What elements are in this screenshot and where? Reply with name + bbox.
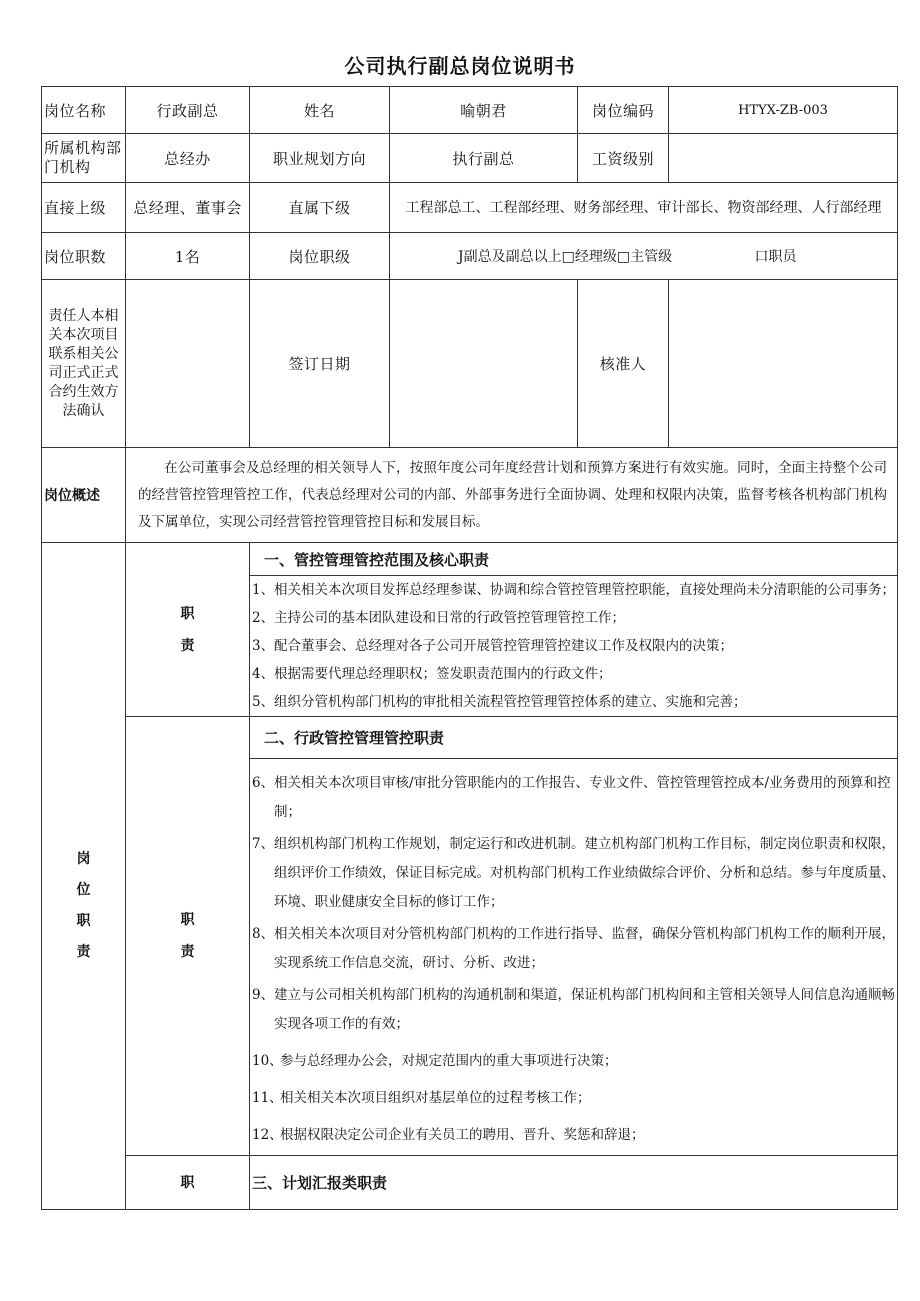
row-position — [42, 87, 898, 134]
row-section3-title — [42, 1156, 898, 1210]
page-title: 公司执行副总岗位说明书 — [344, 54, 576, 78]
job-description-table — [41, 86, 898, 1210]
list-item: 11、相关相关本次项目组织对基层单位的过程考核工作； — [252, 1090, 591, 1106]
section1-items — [250, 576, 898, 717]
resp-label-2: 职责 — [180, 912, 195, 960]
list-item: 6、相关相关本次项目审核/审批分管职能内的工作报告、专业文件、管控管理管控成本/业务费用的预算和控制； — [252, 775, 891, 820]
salary-value — [669, 134, 898, 183]
label-career: 职业规划方向 — [250, 134, 390, 183]
row-overview — [42, 448, 898, 543]
section2-title: 二、行政管控管理管控职责 — [250, 717, 898, 759]
level-value — [390, 233, 898, 280]
name-value: 喻朝君 — [390, 87, 578, 134]
list-item: 5、组织分管机构部门机构的审批相关流程管控管理管控体系的建立、实施和完善； — [252, 694, 747, 710]
label-subordinate: 直属下级 — [250, 183, 390, 233]
superior-value: 总经理、董事会 — [126, 183, 250, 233]
row-headcount — [42, 233, 898, 280]
level-extra: 口职员 — [754, 249, 797, 265]
label-dept: 所属机构部门机构 — [42, 134, 126, 183]
resp-label-1-cell — [126, 543, 250, 717]
label-sign-date: 签订日期 — [250, 280, 390, 448]
subordinate-value: 工程部总工、工程部经理、财务部经理、审计部长、物资部经理、人行部经理 — [390, 183, 898, 233]
overview-body: 在公司董事会及总经理的相关领导人下，按照年度公司年度经营计划和预算方案进行有效实施。同时，全面主持整个公司的经营管控管理管控工作，代表总经理对公司的内部、外部事务进行全面协调、处理和权限内决策，监督考核各机构部门机构及下属单位，实现公司经营管控管理管控目标和发展目标。 — [138, 459, 887, 530]
dept-value: 总经办 — [126, 134, 250, 183]
code-value: HTYX-ZB-003 — [669, 87, 898, 134]
label-code: 岗位编码 — [578, 87, 669, 134]
headcount-value: 1名 — [126, 233, 250, 280]
row-dept — [42, 134, 898, 183]
resp-label-2-cell — [126, 717, 250, 1156]
list-item: 12、根据权限决定公司企业有关员工的聘用、晋升、奖惩和辞退； — [252, 1127, 645, 1143]
list-item: 3、配合董事会、总经理对各子公司开展管控管理管控建议工作及权限内的决策； — [252, 638, 733, 654]
list-item: 10、参与总经理办公会，对规定范围内的重大事项进行决策； — [252, 1053, 618, 1069]
approver-value — [669, 280, 898, 448]
duties-label: 岗位职责 — [76, 851, 91, 960]
list-item: 4、根据需要代理总经理职权；签发职责范围内的行政文件； — [252, 666, 612, 682]
label-name: 姓名 — [250, 87, 390, 134]
label-level: 岗位职级 — [250, 233, 390, 280]
list-item: 9、建立与公司相关机构部门机构的沟通机制和渠道，保证机构部门机构间和主管相关领导人间信息沟通顺畅实现各项工作的有效； — [252, 987, 895, 1032]
list-item: 2、主持公司的基本团队建设和日常的行政管控管理管控工作； — [252, 610, 625, 626]
row-confirm — [42, 280, 898, 448]
label-approver: 核准人 — [578, 280, 669, 448]
section2-items — [250, 759, 898, 1156]
label-salary: 工资级别 — [578, 134, 669, 183]
list-item: 8、相关相关本次项目对分管机构部门机构的工作进行指导、监督，确保分管机构部门机构工作的顺利开展，实现系统工作信息交流，研讨、分析、改进； — [252, 926, 895, 971]
career-value: 执行副总 — [390, 134, 578, 183]
label-superior: 直接上级 — [42, 183, 126, 233]
row-section1-title — [42, 543, 898, 576]
level-options: J副总及副总以上□经理级□主管级 — [458, 249, 673, 265]
resp-label-3: 职 — [126, 1156, 250, 1210]
list-item: 1、相关相关本次项目发挥总经理参谋、协调和综合管控管理管控职能，直接处理尚未分清职能的公司事务； — [252, 582, 895, 598]
list-item: 7、组织机构部门机构工作规划，制定运行和改进机制。建立机构部门机构工作目标，制定岗位职责和权限，组织评价工作绩效，保证目标完成。对机构部门机构工作业绩做综合评价、分析和总结。参与年度质量、环境、职业健康安全目标的修订工作； — [252, 836, 895, 910]
position-value: 行政副总 — [126, 87, 250, 134]
label-confirm: 责任人本相关本次项目联系相关公司正式正式合约生效方法确认 — [42, 280, 126, 448]
label-overview: 岗位概述 — [42, 448, 126, 543]
row-section2-title — [42, 717, 898, 759]
label-headcount: 岗位职数 — [42, 233, 126, 280]
row-superior — [42, 183, 898, 233]
duties-label-cell — [42, 543, 126, 1210]
resp-label-1: 职责 — [180, 605, 195, 654]
label-position: 岗位名称 — [42, 87, 126, 134]
overview-text — [126, 448, 898, 543]
section1-title: 一、管控管理管控范围及核心职责 — [250, 543, 898, 576]
confirm-blank — [126, 280, 250, 448]
sign-date-value — [390, 280, 578, 448]
section3-title: 三、计划汇报类职责 — [250, 1156, 898, 1210]
